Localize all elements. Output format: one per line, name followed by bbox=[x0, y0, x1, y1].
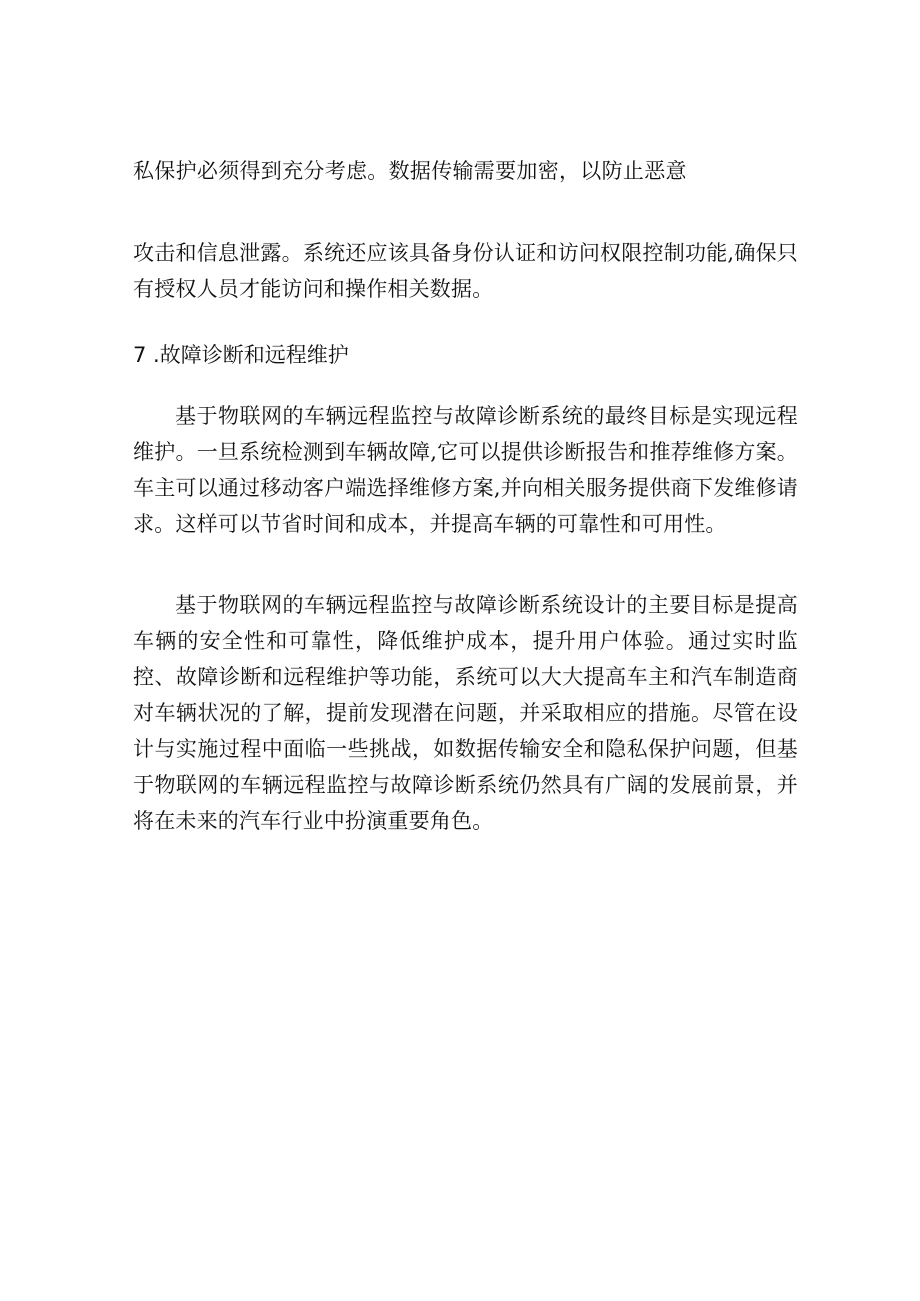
body-paragraph-1: 基于物联网的车辆远程监控与故障诊断系统的最终目标是实现远程维护。一旦系统检测到车辆故障,它可以提供诊断报告和推荐维修方案。车主可以通过移动客户端选择维修方案,并向相关服务提供商下发维修请求。这样可以节省时间和成本，并提高车辆的可靠性和可用性。 bbox=[133, 404, 798, 536]
section-heading: 7 .故障诊断和远程维护 bbox=[133, 343, 349, 367]
text-paragraph-continued: 攻击和信息泄露。系统还应该具备身份认证和访问权限控制功能,确保只有授权人员才能访问和操作相关数据。 bbox=[133, 241, 798, 301]
text-line-top: 私保护必须得到充分考虑。数据传输需要加密，以防止恶意 bbox=[133, 159, 687, 183]
body-paragraph-2: 基于物联网的车辆远程监控与故障诊断系统设计的主要目标是提高车辆的安全性和可靠性，降低维护成本，提升用户体验。通过实时监控、故障诊断和远程维护等功能，系统可以大大提高车主和汽车制造商对车辆状况的了解，提前发现潜在问题，并采取相应的措施。尽管在设计与实施过程中面临一些挑战，如数据传输安全和隐私保护问题，但基于物联网的车辆远程监控与故障诊断系统仍然具有广阔的发展前景，并将在未来的汽车行业中扮演重要角色。 bbox=[133, 593, 798, 833]
